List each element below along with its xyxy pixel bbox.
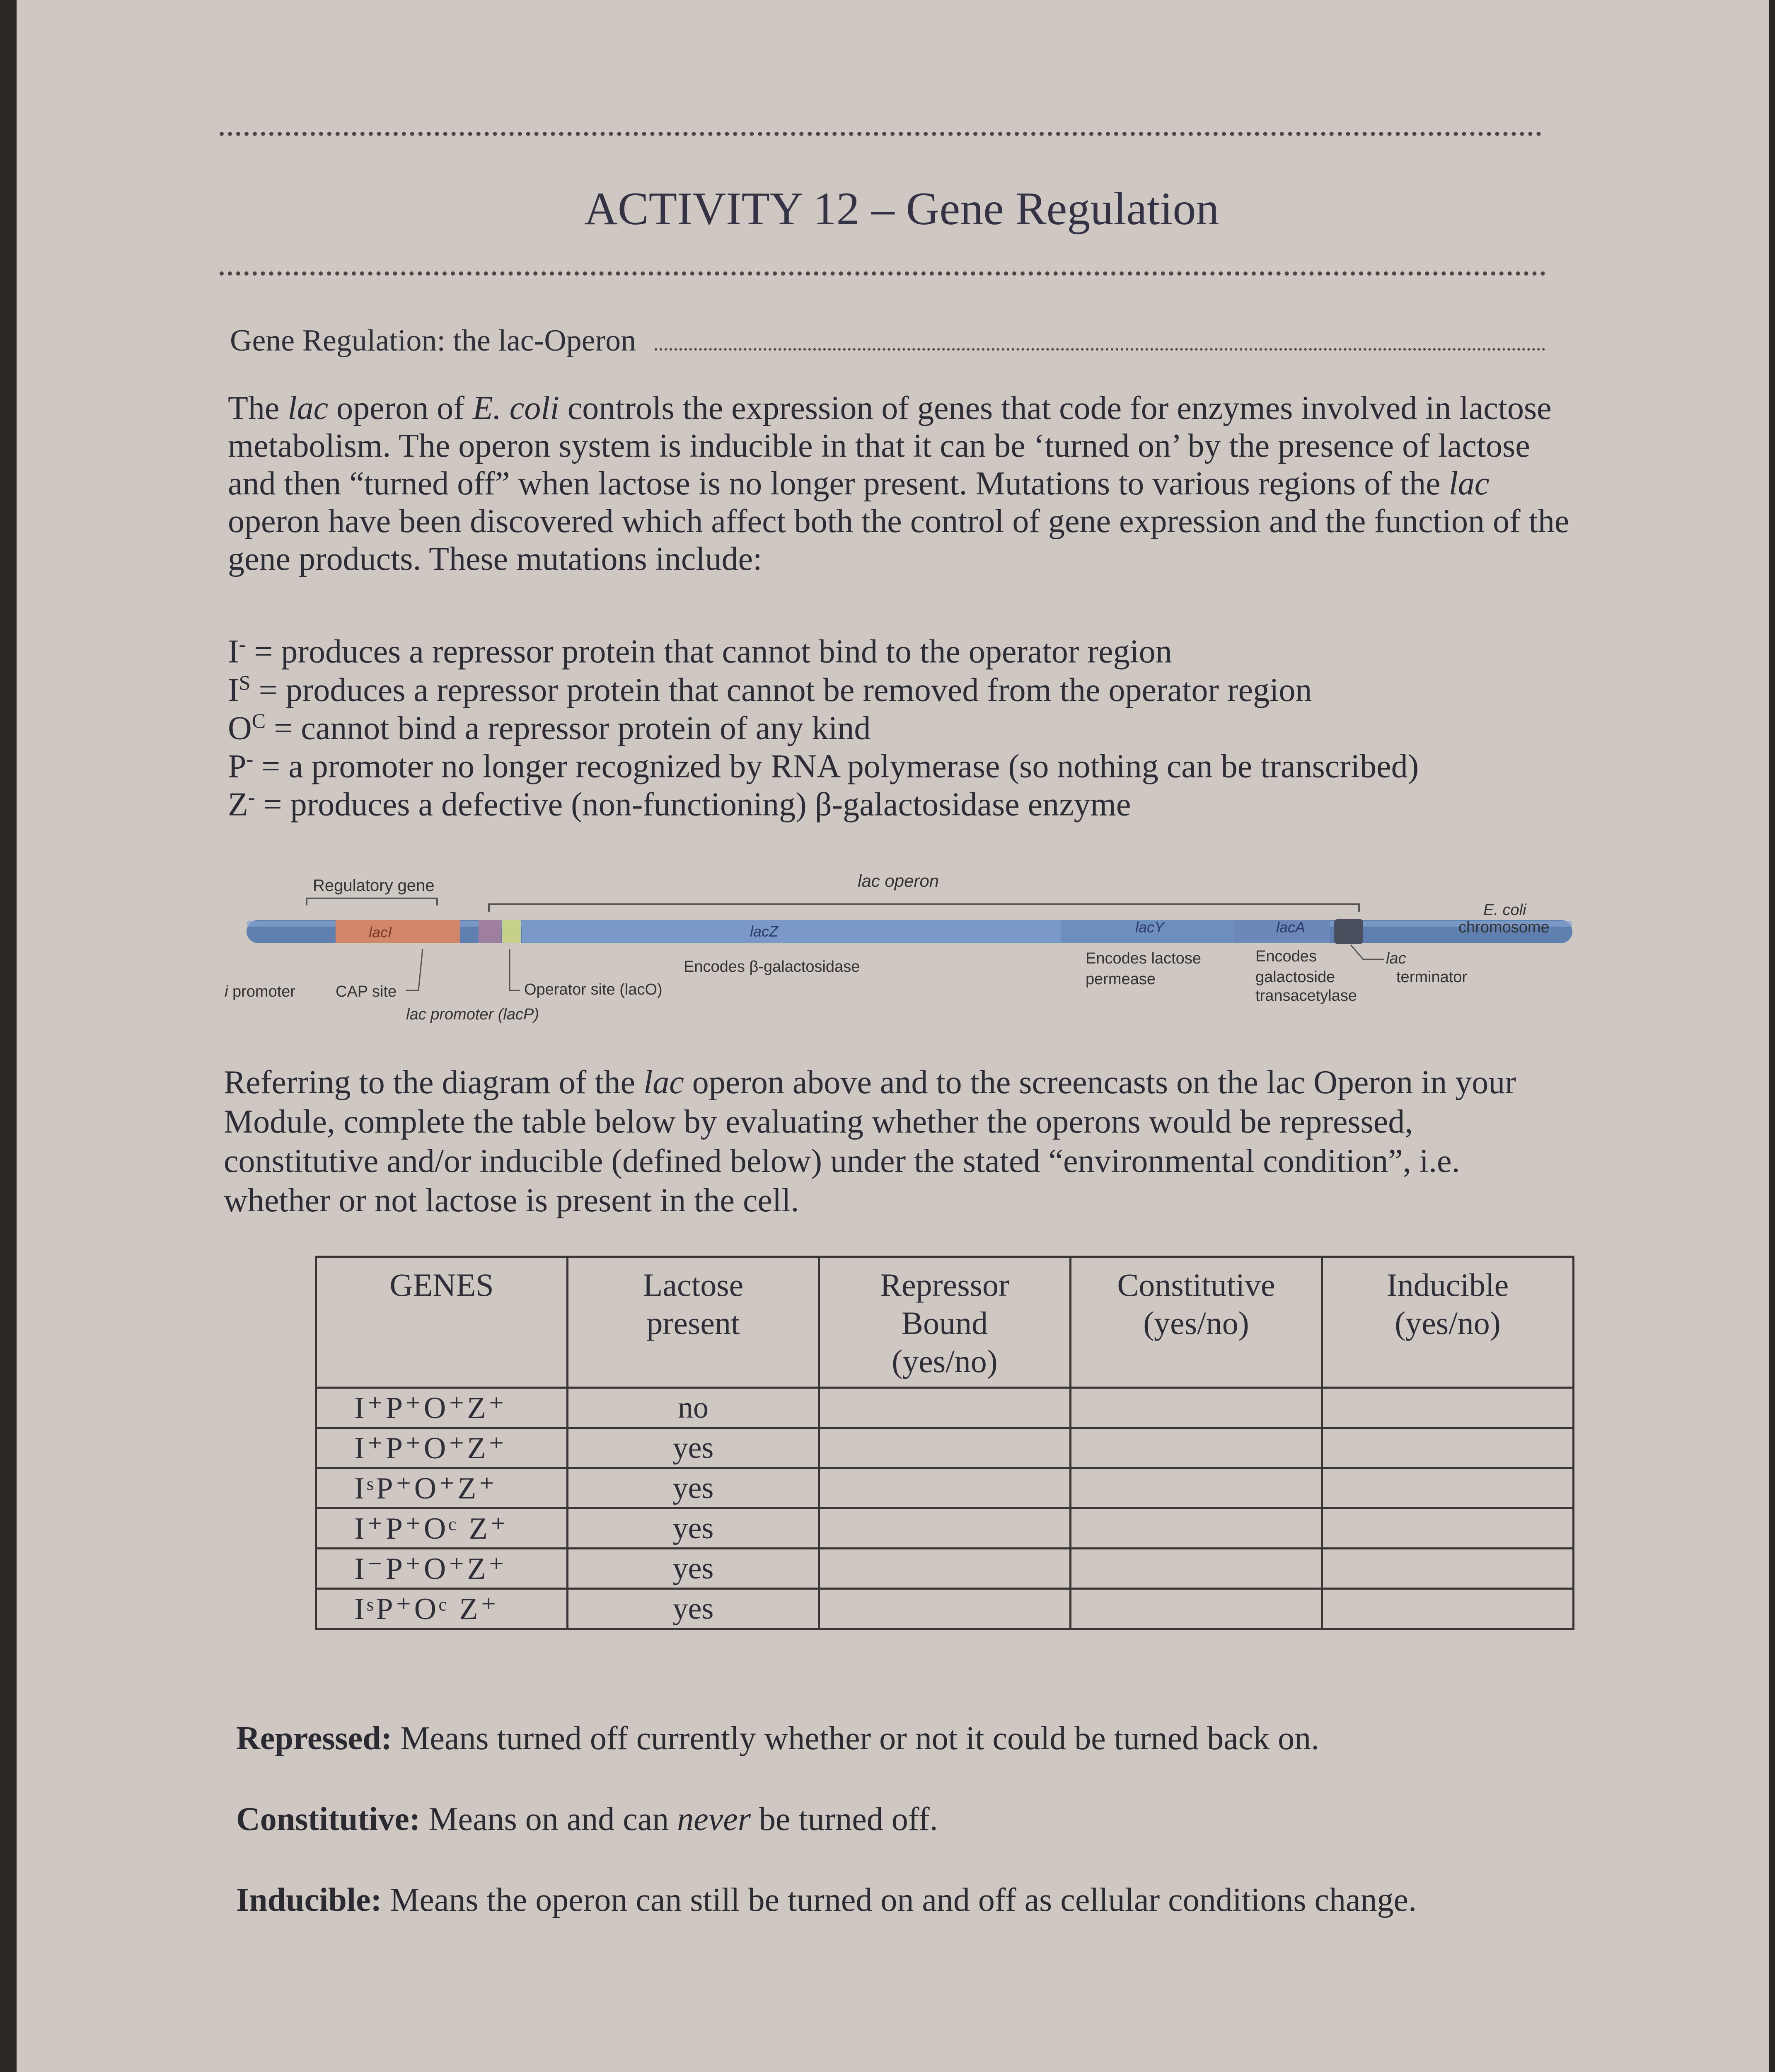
- mutation-item: P- = a promoter no longer recognized by RNA polymerase (so nothing can be transcribed): [228, 747, 1419, 785]
- worksheet-page: [17, 0, 1769, 2072]
- table-row: [316, 1589, 1574, 1629]
- genes-header: GENES: [316, 1257, 568, 1388]
- constitutive-answer-cell[interactable]: [1071, 1468, 1322, 1508]
- inducible-answer-cell[interactable]: [1322, 1508, 1574, 1549]
- lacz-label: lacZ: [750, 923, 779, 940]
- laca-label: lacA: [1276, 919, 1306, 936]
- inducible-answer-cell[interactable]: [1322, 1468, 1574, 1508]
- repressor-header: Repressor Bound (yes/no): [819, 1257, 1071, 1388]
- table-row: [316, 1468, 1574, 1508]
- i-promoter-label: i promoter: [225, 983, 296, 1000]
- mutation-item: $O^C$ = cannot bind a repressor protein of any kind: [228, 709, 871, 747]
- terminator-block: [1334, 919, 1363, 944]
- table-row: [316, 1549, 1574, 1589]
- table-header-row: [316, 1257, 1574, 1388]
- repressor-answer-cell[interactable]: [819, 1589, 1071, 1629]
- cap-site-label: CAP site: [336, 983, 397, 1000]
- mutation-item: Z- = produces a defective (non-functioning) β-galactosidase enzyme: [228, 785, 1131, 823]
- repressor-answer-cell[interactable]: [819, 1388, 1071, 1428]
- top-dotted-rule: [220, 132, 1541, 136]
- operator-region: [502, 920, 521, 943]
- constitutive-answer-cell[interactable]: [1071, 1428, 1322, 1468]
- constitutive-answer-cell[interactable]: [1071, 1508, 1322, 1549]
- definition-inducible: Inducible: Means the operon can still be turned on and off as cellular conditions change.: [236, 1882, 1417, 1918]
- lac-terminator-label: lac: [1386, 950, 1406, 967]
- genotype-table: [315, 1256, 1574, 1630]
- definition-repressed: Repressed: Means turned off currently whether or not it could be turned back on.: [236, 1720, 1320, 1757]
- table-row: [316, 1388, 1574, 1428]
- table-row: [316, 1508, 1574, 1549]
- section-dotted-rule: [655, 348, 1545, 351]
- transacetylase-label: transacetylase: [1255, 987, 1357, 1005]
- definition-constitutive: Constitutive: Means on and can never be turned off.: [236, 1801, 938, 1837]
- lac-promoter-label: lac promoter (lacP): [406, 1006, 539, 1023]
- operator-site-label: Operator site (lacO): [524, 981, 663, 998]
- inducible-answer-cell[interactable]: [1322, 1388, 1574, 1428]
- regulatory-gene-bracket: [307, 898, 437, 905]
- table-row: [316, 1428, 1574, 1468]
- lactose-cell: yes: [568, 1468, 819, 1508]
- repressor-answer-cell[interactable]: [819, 1508, 1071, 1549]
- lactose-cell: yes: [568, 1428, 819, 1468]
- laci-gene: [336, 920, 460, 943]
- mutation-item: I- = produces a repressor protein that cannot bind to the operator region: [228, 632, 1172, 670]
- genotype-cell: I⁺P⁺O⁺Z⁺: [316, 1388, 568, 1428]
- lactose-cell: yes: [568, 1589, 819, 1629]
- promoter-region: [479, 920, 501, 943]
- genotype-cell: I⁺P⁺O⁺Z⁺: [316, 1428, 568, 1468]
- ecoli-label: E. coli: [1483, 901, 1526, 919]
- constitutive-answer-cell[interactable]: [1071, 1589, 1322, 1629]
- repressor-answer-cell[interactable]: [819, 1428, 1071, 1468]
- genotype-cell: IˢP⁺O⁺Z⁺: [316, 1468, 568, 1508]
- laci-label: lacI: [369, 924, 392, 941]
- lactose-header: Lactose present: [568, 1257, 819, 1388]
- constitutive-answer-cell[interactable]: [1071, 1549, 1322, 1589]
- instruction-paragraph: Referring to the diagram of the lac operon above and to the screencasts on the lac Operon in your Module, complete the table below by evaluating whether the operons would be repressed, constitutive and/or inducible (defined below) under the stated “environmental condition”, i.e. whether or not lactose is present in the cell.: [224, 1064, 1516, 1219]
- terminator-pointer: [1351, 945, 1384, 959]
- lactose-cell: yes: [568, 1549, 819, 1589]
- lacy-label: lacY: [1135, 919, 1165, 936]
- lac-operon-bracket: [489, 904, 1359, 912]
- genotype-cell: I⁺P⁺Oᶜ Z⁺: [316, 1508, 568, 1549]
- constitutive-header: Constitutive (yes/no): [1071, 1257, 1322, 1388]
- encodes-label: Encodes: [1255, 948, 1317, 965]
- terminator-label: terminator: [1396, 968, 1468, 986]
- genotype-cell: I⁻P⁺O⁺Z⁺: [316, 1549, 568, 1589]
- encodes-bgal-label: Encodes β-galactosidase: [684, 958, 860, 975]
- title-dotted-rule: [220, 271, 1545, 276]
- repressor-answer-cell[interactable]: [819, 1468, 1071, 1508]
- regulatory-gene-label: Regulatory gene: [313, 876, 435, 895]
- lactose-cell: yes: [568, 1508, 819, 1549]
- encodes-permease-label: Encodes lactose: [1086, 950, 1201, 967]
- constitutive-answer-cell[interactable]: [1071, 1388, 1322, 1428]
- chromosome-label-text: chromosome: [1458, 919, 1550, 936]
- operator-pointer: [510, 949, 520, 990]
- cap-site-pointer: [406, 949, 423, 990]
- lactose-cell: no: [568, 1388, 819, 1428]
- repressor-answer-cell[interactable]: [819, 1549, 1071, 1589]
- galactoside-label: galactoside: [1255, 968, 1335, 986]
- section-heading: Gene Regulation: the lac-Operon: [230, 324, 636, 358]
- inducible-answer-cell[interactable]: [1322, 1589, 1574, 1629]
- intro-paragraph: The lac operon of E. coli controls the expression of genes that code for enzymes involved in lactose metabolism. The operon system is inducible in that it can be ‘turned on’ by the presence of lactose and then “turned off” when lactose is no longer present. Mutations to various regions of the lac operon have been discovered which affect both the control of gene expression and the function of the gene products. These mutations include:: [228, 390, 1569, 577]
- inducible-header: Inducible (yes/no): [1322, 1257, 1574, 1388]
- lac-operon-diagram: [224, 866, 1599, 1032]
- genotype-cell: IˢP⁺Oᶜ Z⁺: [316, 1589, 568, 1629]
- lac-operon-label: lac operon: [858, 871, 939, 891]
- permease-label: permease: [1086, 971, 1156, 988]
- inducible-answer-cell[interactable]: [1322, 1549, 1574, 1589]
- page-title: ACTIVITY 12 – Gene Regulation: [584, 183, 1219, 235]
- mutation-item: $I^S$ = produces a repressor protein that cannot be removed from the operator region: [228, 671, 1312, 709]
- inducible-answer-cell[interactable]: [1322, 1428, 1574, 1468]
